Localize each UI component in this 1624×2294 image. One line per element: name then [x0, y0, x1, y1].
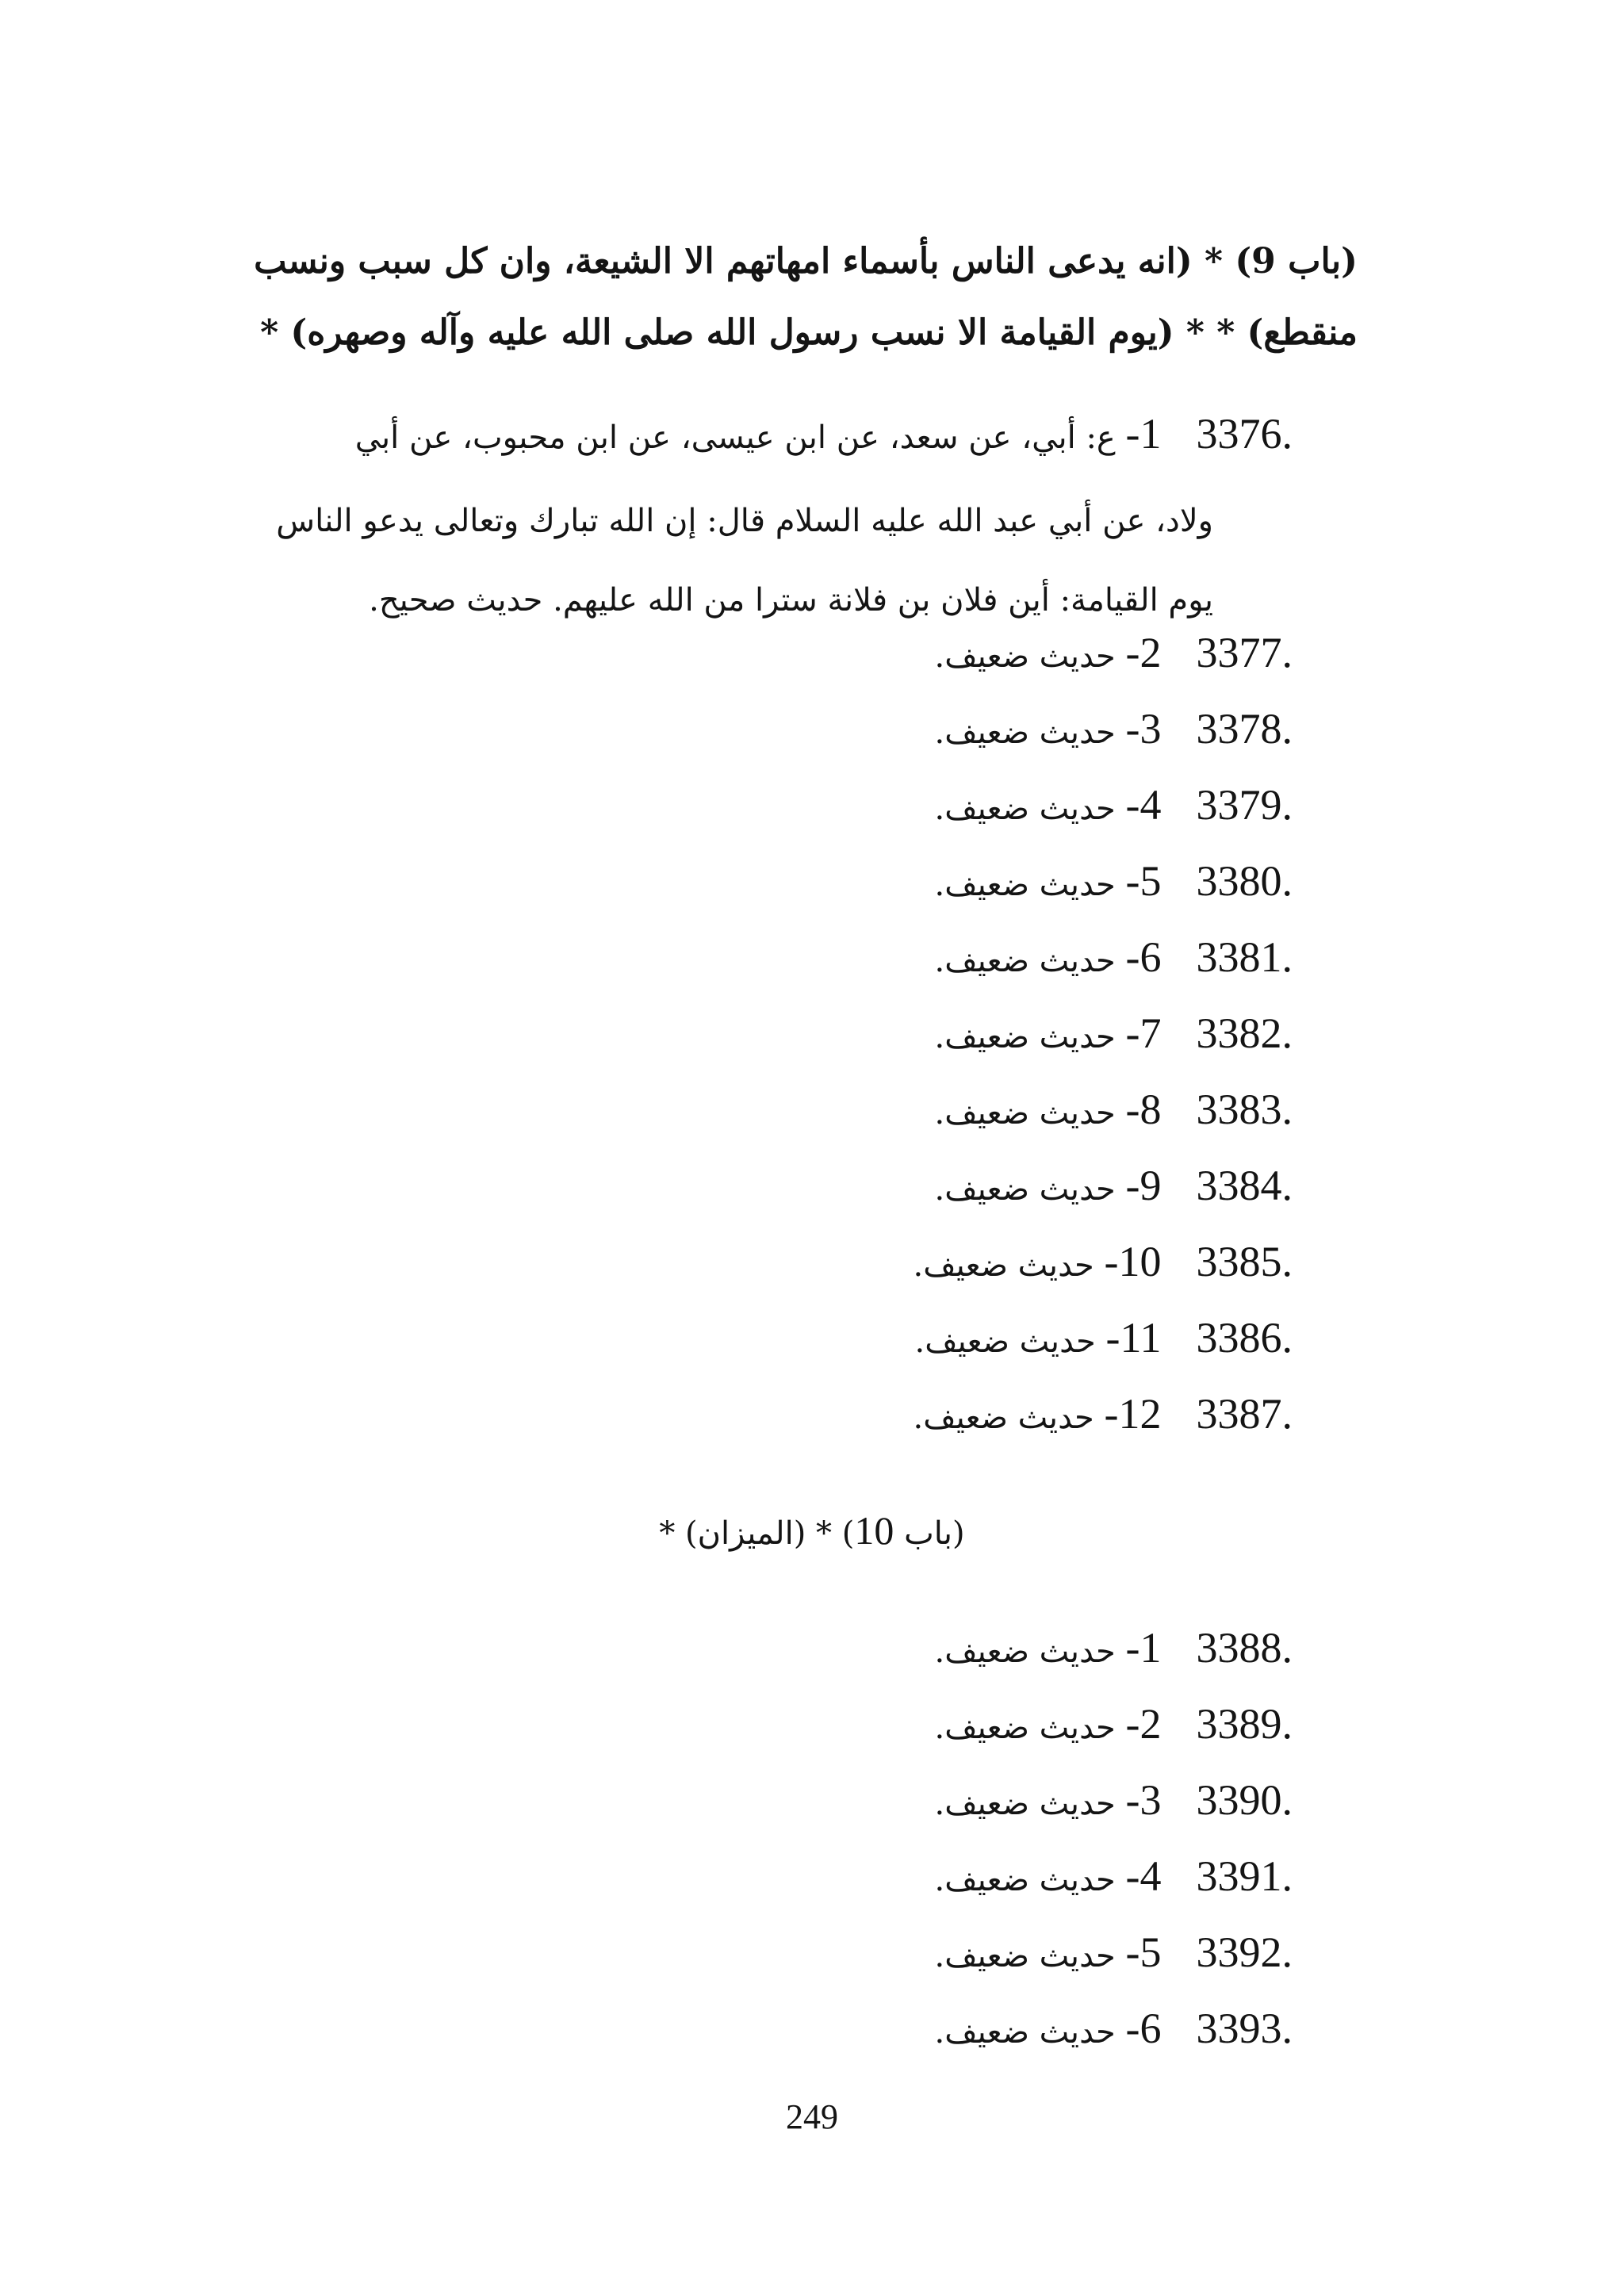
hadith-entry	[317, 1914, 1293, 1990]
hadith-grade: حديث ضعيف.	[934, 1938, 1116, 1974]
hadith-entry	[317, 995, 1293, 1071]
hadith-grade: حديث ضعيف.	[934, 714, 1116, 751]
hadith-number: 3389.	[1196, 1700, 1293, 1748]
hadith-grade: حديث ضعيف.	[934, 1862, 1116, 1898]
hadith-entry	[317, 919, 1293, 995]
hadith-grade: حديث ضعيف.	[934, 1710, 1116, 1746]
chapter-9-heading-line-1: (باب 9) * (انه يدعى الناس بأسماء امهاتهم الا الشيعة، وان كل سبب ونسب	[254, 241, 1358, 281]
hadith-entry	[317, 1300, 1293, 1376]
hadith-entry	[317, 1376, 1293, 1452]
hadith-entry	[317, 1224, 1293, 1300]
hadith-grade: حديث ضعيف.	[934, 943, 1116, 979]
hadith-number: 3388.	[1196, 1624, 1293, 1672]
hadith-grade: حديث ضعيف.	[934, 638, 1116, 675]
hadith-number: 3392.	[1196, 1928, 1293, 1976]
hadith-number: 3390.	[1196, 1776, 1293, 1824]
hadith-entry	[317, 1686, 1293, 1762]
hadith-grade: حديث ضعيف.	[934, 1786, 1116, 1822]
hadith-number: 3380.	[1196, 857, 1293, 905]
hadith-index: 2-	[1125, 1700, 1162, 1748]
hadith-index: 2-	[1125, 629, 1162, 676]
hadith-grade: حديث ضعيف.	[934, 791, 1116, 827]
chapter-10-prefix: (باب	[904, 1515, 965, 1552]
hadith-number: 3384.	[1196, 1162, 1293, 1209]
hadith-number: 3376.	[1196, 410, 1293, 458]
hadith-3376-line-2: ولاد، عن أبي عبد الله عليه السلام قال: إن الله تبارك وتعالى يدعو الناس	[276, 503, 1213, 539]
hadith-number: 3378.	[1196, 705, 1293, 753]
hadith-number: 3387.	[1196, 1390, 1293, 1438]
hadith-number: 3382.	[1196, 1009, 1293, 1057]
hadith-entry	[317, 767, 1293, 843]
hadith-index: 8-	[1125, 1086, 1162, 1133]
hadith-number: 3383.	[1196, 1086, 1293, 1133]
page-number: 249	[786, 2097, 838, 2136]
hadith-index: 1-	[1125, 410, 1162, 458]
hadith-index: 12-	[1104, 1390, 1162, 1438]
hadith-number: 3385.	[1196, 1238, 1293, 1285]
hadith-index: 5-	[1125, 857, 1162, 905]
chapter-10-entries	[317, 1610, 1293, 2066]
hadith-number: 3391.	[1196, 1852, 1293, 1900]
hadith-number: 3379.	[1196, 781, 1293, 829]
chapter-10-heading	[0, 1491, 1624, 1573]
hadith-entry	[317, 691, 1293, 767]
hadith-index: 11-	[1105, 1314, 1162, 1361]
hadith-index: 6-	[1125, 933, 1162, 981]
hadith-grade: حديث ضعيف.	[934, 867, 1116, 903]
hadith-entry	[317, 1610, 1293, 1686]
hadith-entry	[317, 1990, 1293, 2066]
hadith-grade: حديث ضعيف.	[934, 1633, 1116, 1670]
hadith-number: 3386.	[1196, 1314, 1293, 1361]
chapter-9-entries	[317, 615, 1293, 1452]
hadith-index: 4-	[1125, 781, 1162, 829]
hadith-index: 6-	[1125, 2005, 1162, 2052]
hadith-3376	[276, 400, 1293, 646]
hadith-index: 5-	[1125, 1928, 1162, 1976]
hadith-entry	[317, 1838, 1293, 1914]
hadith-entry	[317, 1147, 1293, 1224]
hadith-3376-line-1	[317, 400, 1293, 488]
hadith-grade: حديث ضعيف.	[934, 2014, 1116, 2051]
hadith-grade: حديث ضعيف.	[913, 1247, 1094, 1284]
hadith-index: 1-	[1125, 1624, 1162, 1672]
chapter-9-heading	[254, 226, 1358, 369]
hadith-grade: حديث ضعيف.	[934, 1171, 1116, 1208]
hadith-3376-line-3: يوم القيامة: أين فلان بن فلانة سترا من الله عليهم. حديث صحيح.	[369, 582, 1213, 618]
chapter-9-heading-line-2: منقطع) * * (يوم القيامة الا نسب رسول الله صلى الله عليه وآله وصهره) *	[260, 312, 1358, 353]
hadith-number: 3393.	[1196, 2005, 1293, 2052]
hadith-index: 9-	[1125, 1162, 1162, 1209]
hadith-grade: حديث ضعيف.	[914, 1323, 1096, 1360]
hadith-entry	[317, 843, 1293, 919]
chapter-10-title: ) * (الميزان) *	[659, 1515, 855, 1552]
hadith-grade: حديث ضعيف.	[913, 1400, 1094, 1436]
chapter-10-number: 10	[854, 1508, 894, 1553]
hadith-number: 3377.	[1196, 629, 1293, 676]
hadith-grade: حديث ضعيف.	[934, 1019, 1116, 1055]
hadith-index: 7-	[1125, 1009, 1162, 1057]
hadith-entry	[317, 1071, 1293, 1147]
hadith-index: 10-	[1104, 1238, 1162, 1285]
hadith-index: 4-	[1125, 1852, 1162, 1900]
hadith-index: 3-	[1125, 705, 1162, 753]
hadith-grade: حديث ضعيف.	[934, 1095, 1116, 1132]
hadith-number: 3381.	[1196, 933, 1293, 981]
hadith-index: 3-	[1125, 1776, 1162, 1824]
hadith-text: ع: أبي، عن سعد، عن ابن عيسى، عن ابن محبوب، عن أبي	[354, 419, 1116, 456]
hadith-entry	[317, 1762, 1293, 1838]
hadith-entry	[317, 615, 1293, 691]
